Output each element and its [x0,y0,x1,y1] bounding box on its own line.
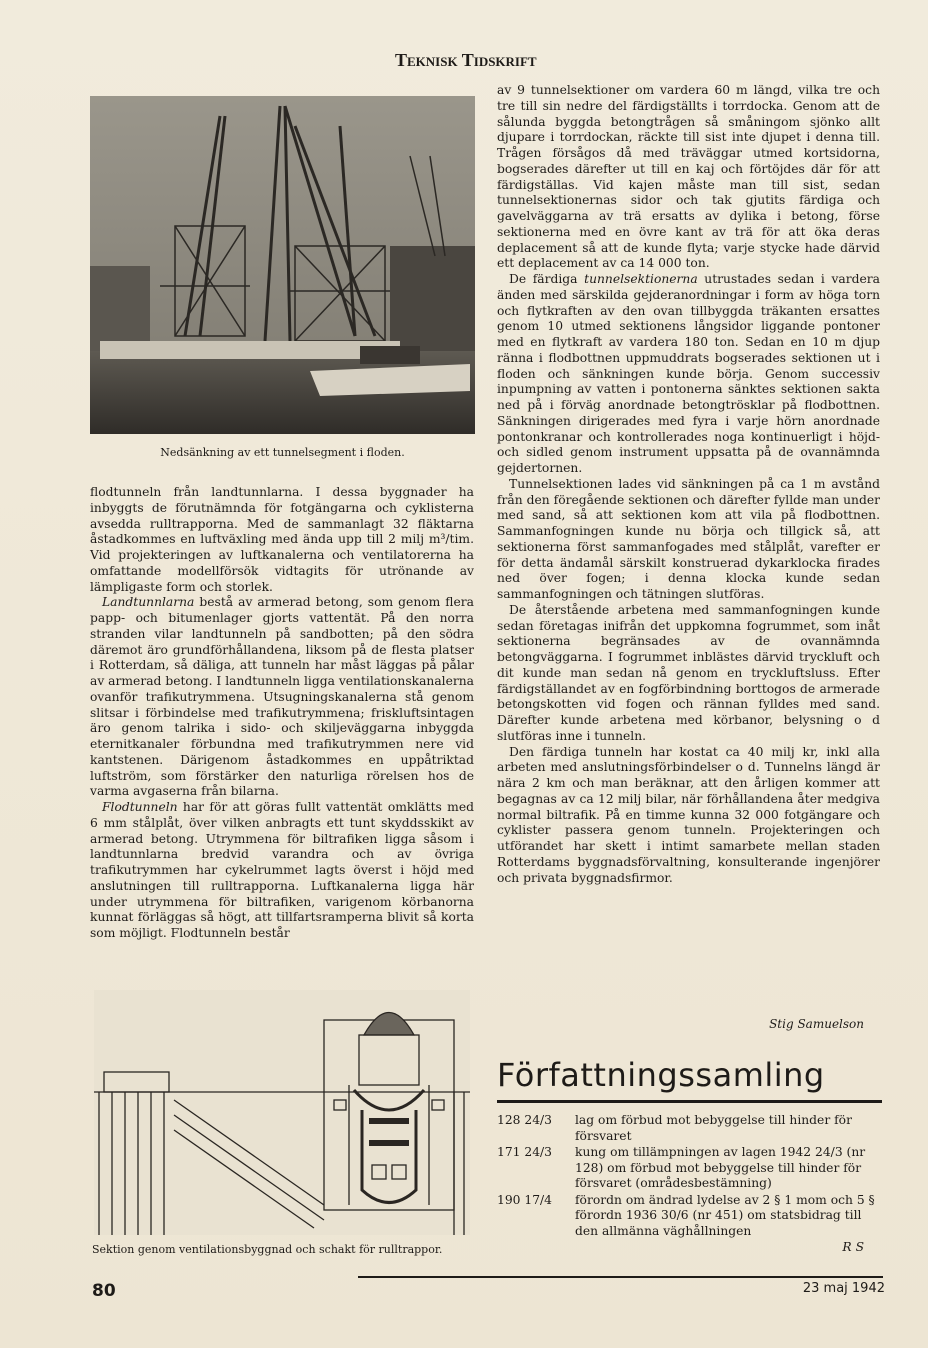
journal-title: Teknisk Tidskrift [395,50,537,70]
right-column [497,83,880,886]
footer-rule [358,1276,883,1278]
author-signature: Stig Samuelson [769,1017,864,1031]
right-paragraph-2-body: utrustades sedan i vardera änden med särskilda gejderanordningar i form av höga torn och flytkraften av den ovan tillbyggda träkanten ersattes genom 10 utmed sektionens långsidor liggande pontoner med en flytkraft av vardera 180 ton. Sedan en 10 m djup ränna i flodbottnen uppmuddrats bogserades sektionen ut i floden och sänkningen kunde börja. Genom successiv inpumpning av vatten i pontonerna sänktes sektionen sakta ned på i förväg anordnade betongtrösklar på flodbottnen. Sänkningen dirigerades med fyra i varje hörn anordnade pontonkranar och kontrollerades noga kontinuerligt i höjd- och sidled genom instrument uppsatta på de ovannämnda gejdertornen. [497,272,880,475]
right-paragraph-2-lead: tunnelsektionerna [584,272,698,286]
right-paragraph-5: Den färdiga tunneln har kostat ca 40 milj kr, inkl alla arbeten med anslutningsförbindelser o d. Tunnelns längd är nära 2 km och man beräknar, att den årligen kommer att begagnas av ca 12 milj bilar, när förhållandena åter medgiva normal biltrafik. På en timme kunna 32 000 fotgängare och cyklister passera genom tunneln. Projekteringen och utförandet har skett i intimt samarbete mellan staden Rotterdams byggnadsförvaltning, konsulterande ingenjörer och privata byggnadsfirmor. [497,744,880,885]
left-column [90,485,474,942]
statute-item [497,1113,882,1144]
left-paragraph-2-lead: Landtunnlarna [102,595,195,610]
diagram-caption: Sektion genom ventilationsbyggnad och schakt för rulltrappor. [92,1243,443,1256]
statute-number: 128 24/3 [497,1113,552,1127]
photo-tunnel-segment [90,96,475,434]
title-rule [497,1100,882,1103]
left-paragraph-3-body: har för att göras fullt vattentät omklätts med 6 mm stålplåt, över vilken anbragts ett tunt skyddsskikt av armerad betong. Utrymmena för biltrafiken ligga såsom i landtunnlarna bredvid varandra och av övriga trafikutrymmen har cykelrummet lagts överst i höjd med anslutningen till rulltrapporna. Luftkanalerna ligga här under utrymmena för biltrafiken, varigenom körbanorna kunnat förläggas så högt, att tillfartsramperna blivit så korta som möjligt. Flodtunneln består [90,800,474,940]
left-paragraph-1: flodtunneln från landtunnlarna. I dessa byggnader ha inbyggts de förutnämnda för fotgängarna och cyklisterna avsedda rulltrapporna. Med de sammanlagt 32 fläktarna åstadkommes en luftväxling med ända upp till 2 milj m³/tim. Vid projekteringen av luftkanalerna och ventilatorerna ha omfattande modellförsök vidtagits för utrönande av lämpligaste form och storlek. [90,485,474,594]
statute-item [497,1193,882,1240]
statutes-list [497,1113,882,1256]
statute-text: förordn om ändrad lydelse av 2 § 1 mom och 5 § förordn 1936 30/6 (nr 451) om statsbidrag till den allmänna väghållningen [575,1192,875,1238]
section-title: Författningssamling [497,1056,825,1094]
right-paragraph-1: av 9 tunnelsektioner om vardera 60 m längd, vilka tre och tre till sin nedre del färdigställts i torrdocka. Genom att de sålunda byggda betongtrågen så småningom sjönko allt djupare i torrdockan, räckte till sist inte djupet i denna till. Trågen försågos då med träväggar utmed kortsidorna, bogserades därefter ut till en kaj och förtöjdes där för att färdigställas. Vid kajen måste man till sist, sedan tunnelsektionernas sidor och tak gjutits färdiga och gavelväggarna av trä ersatts av dylika i betong, förse sektionerna med en övre kant av trä för att öka deras deplacement så att de kunde flyta; varje stycke hade därvid ett deplacement av ca 14 000 ton. [497,83,880,271]
right-paragraph-3: Tunnelsektionen lades vid sänkningen på ca 1 m avstånd från den föregående sektionen och därefter fyllde man under med sand, så att sektionen kom att vila på flodbottnen. Sammanfogningen kunde nu börja och tillgick så, att sektionerna först sammanfogades med stålplåt, varefter er för detta ändamål särskilt konstruerad dykarklocka firades ned över fogen; i denna klocka kunde sedan sammanfogningen och tätningen slutföras. [497,476,880,601]
statute-number: 190 17/4 [497,1192,552,1207]
left-paragraph-2 [90,595,474,800]
statutes-initials: R S [842,1240,864,1254]
left-paragraph-3 [90,800,474,942]
right-paragraph-4: De återstående arbetena med sammanfogningen kunde sedan företagas inifrån det uppkomna fogrummet, som inåt sektionerna begränsades av de ovannämnda betongväggarna. I fogrummet inblästes därvid tryckluft och dit kunde man sedan nå genom en tryckluftsluss. Efter färdigställandet av en fogförbindning borttogos de armerade betongskotten vid fogen och rännan fylldes med sand. Därefter kunde arbetena med körbanor, belysning o d slutföras inne i tunneln. [497,602,880,743]
left-paragraph-3-lead: Flodtunneln [102,800,178,814]
statute-item [497,1145,882,1192]
page-number: 80 [92,1281,116,1301]
left-paragraph-2-body: bestå av armerad betong, som genom flera papp- och bitumenlager gjorts vattentät. På den norra stranden vilar landtunneln på sandbotten; på den södra däremot äro grundförhållandena, liksom på de flesta platser i Rotterdam, så däliga, att tunneln har måst läggas på pålar av armerad betong. I landtunneln ligga ventilationskanalerna ovanför trafikutrymmena. Utsugningskanalerna stå genom slitsar i förbindelse med trafikutrymmena; friskluftsintagen äro genom talrika i sido- och skiljeväggarna inbyggda eternitkanaler förbundna med trafikutrymmen nere vid kantstenen. Därigenom åstadkommes en uppåtriktad luftström, som förstärker den naturliga rörelsen hos de varma avgaserna från bilarna. [90,595,475,799]
issue-date: 23 maj 1942 [802,1281,885,1296]
right-paragraph-2-pre: De färdiga [509,272,585,286]
statute-text: kung om tillämpningen av lagen 1942 24/3 (nr 128) om förbud mot bebyggelse till hinder för försvaret (områdesbestämning) [575,1145,866,1190]
photo-caption: Nedsänkning av ett tunnelsegment i floden. [160,446,405,459]
right-paragraph-2 [497,272,880,477]
statute-text: lag om förbud mot bebyggelse till hinder för försvaret [575,1113,852,1143]
statute-number: 171 24/3 [497,1145,552,1159]
section-diagram [94,990,470,1235]
